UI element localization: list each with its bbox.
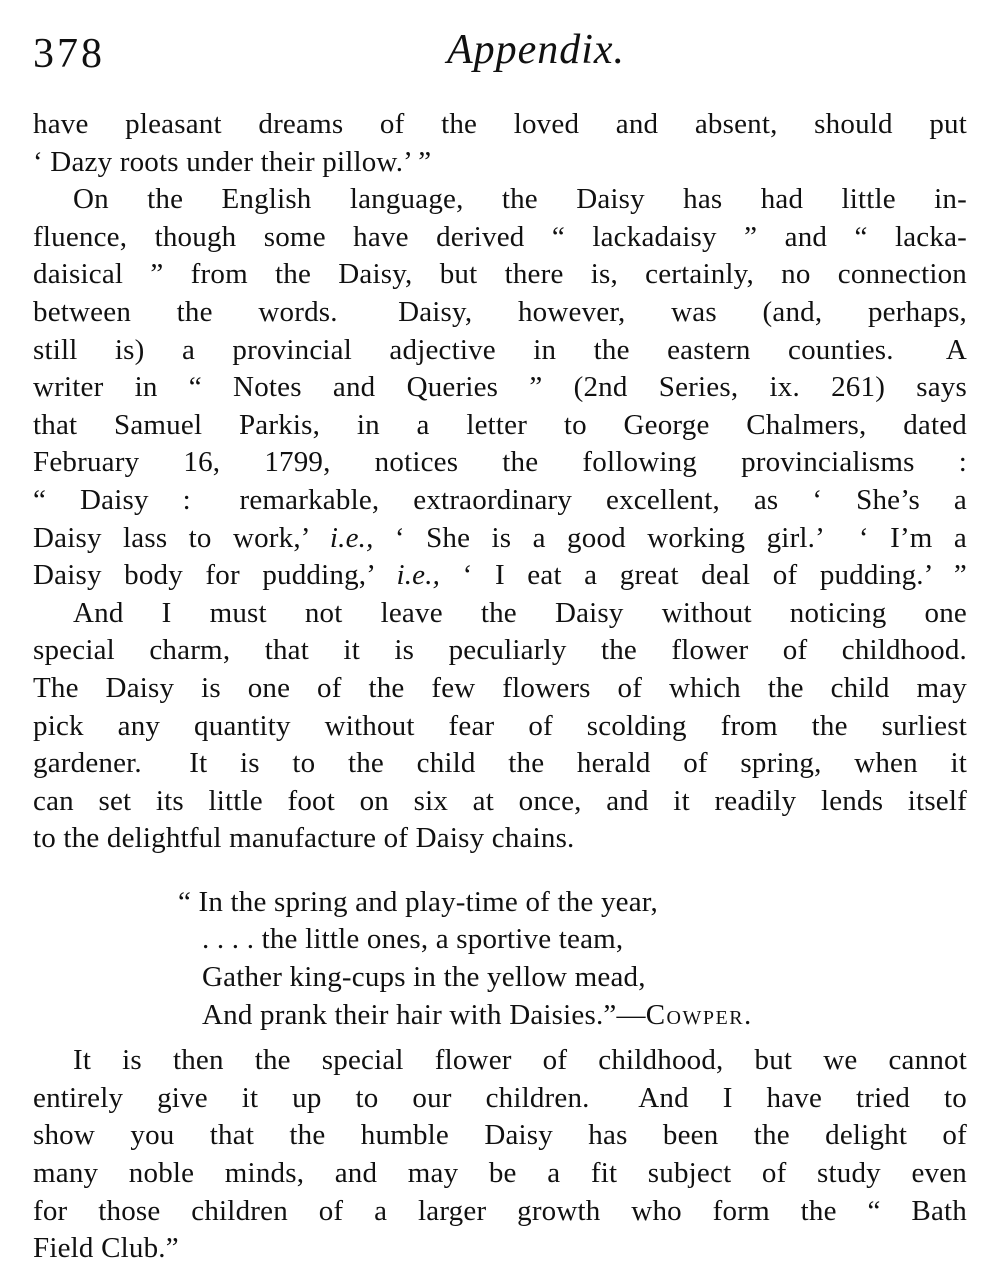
text-line: have pleasant dreams of the loved and absent, should put <box>33 108 967 140</box>
running-head: Appendix. <box>446 27 626 73</box>
text-line: It is then the special flower of childhood, but we cannot <box>73 1044 967 1077</box>
text-segment: And prank their hair with Daisies.”— <box>202 998 646 1031</box>
text-line: daisical ” from the Daisy, but there is, certainly, no connection <box>33 258 967 291</box>
text-line: special charm, that it is peculiarly the flower of childhood. <box>33 634 967 667</box>
text-line: Field Club.” <box>33 1232 179 1265</box>
text-line: entirely give it up to our children. And I have tried to <box>33 1081 967 1114</box>
page-number: 378 <box>33 31 105 77</box>
poem-line: . . . . the little ones, a sportive team, <box>202 923 624 956</box>
text-line: pick any quantity without fear of scolding from the surliest <box>33 709 967 742</box>
text-line: And I must not leave the Daisy without noticing one <box>73 596 967 629</box>
text-line: still is) a provincial adjective in the eastern counties. A <box>33 333 967 366</box>
text-segment: ‘ I eat a great deal of pudding.’ ” <box>440 559 967 592</box>
poem-line: Gather king-cups in the yellow mead, <box>202 961 646 994</box>
text-segment: Daisy lass to work,’ <box>33 521 330 554</box>
text-line: show you that the humble Daisy has been the delight of <box>33 1119 967 1152</box>
italic-abbreviation: i.e., <box>329 521 374 554</box>
text-line <box>33 520 967 558</box>
poem-line: “ In the spring and play-time of the year, <box>178 885 658 918</box>
text-segment: ‘ She is a good working girl.’ ‘ I’m a <box>373 521 967 554</box>
author-smallcaps: Cowper <box>645 998 745 1031</box>
poem-attribution <box>178 997 967 1035</box>
paragraph-conclusion <box>33 1042 967 1268</box>
paragraph-continuation <box>33 106 967 181</box>
text-line: “ Daisy : remarkable, extraordinary excellent, as ‘ She’s a <box>33 483 967 516</box>
page-text <box>0 80 1000 1268</box>
text-line: between the words. Daisy, however, was (and, perhaps, <box>33 295 967 328</box>
text-line: to the delightful manufacture of Daisy chains. <box>33 822 575 855</box>
poem-quote <box>178 884 967 1034</box>
text-segment: Daisy body for pudding,’ <box>33 559 397 592</box>
italic-abbreviation: i.e., <box>396 559 441 592</box>
text-line: gardener. It is to the child the herald of spring, when it <box>33 747 967 780</box>
text-line: On the English language, the Daisy has had little in- <box>73 183 967 216</box>
text-line: for those children of a larger growth who form the “ Bath <box>33 1194 967 1227</box>
text-line: February 16, 1799, notices the following provincialisms : <box>33 446 967 479</box>
text-line: many noble minds, and may be a fit subject of study even <box>33 1157 967 1190</box>
text-line: can set its little foot on six at once, and it readily lends itself <box>33 784 967 817</box>
page-header <box>0 0 1000 80</box>
text-line <box>33 557 967 595</box>
text-line: ‘ Dazy roots under their pillow.’ ” <box>33 145 432 178</box>
text-line: The Daisy is one of the few flowers of which the child may <box>33 671 967 704</box>
text-line: writer in “ Notes and Queries ” (2nd Series, ix. 261) says <box>33 371 967 404</box>
paragraph-childhood <box>33 595 967 858</box>
text-segment: . <box>744 998 752 1031</box>
text-line: fluence, though some have derived “ lackadaisy ” and “ lacka- <box>33 220 967 253</box>
text-line: that Samuel Parkis, in a letter to George Chalmers, dated <box>33 408 967 441</box>
paragraph-english-language <box>33 181 967 595</box>
